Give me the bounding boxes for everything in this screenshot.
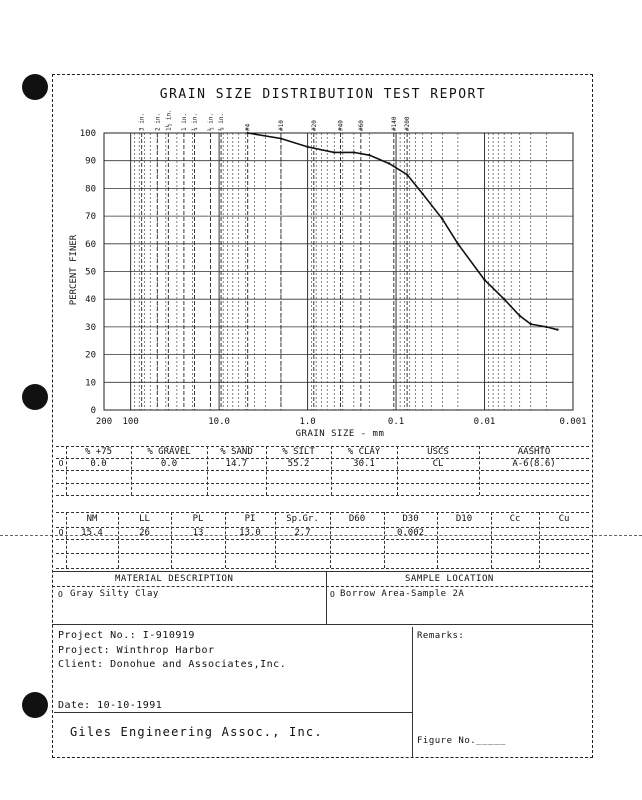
data-point	[421, 193, 423, 195]
y-tick-label: 30	[85, 322, 96, 333]
data-point	[388, 162, 390, 164]
location-marker: O	[330, 590, 336, 599]
table1-cell: 0.0	[90, 459, 107, 469]
x-tick-label: 200	[95, 417, 113, 427]
y-tick-label: 90	[85, 156, 96, 167]
x-tick-label: 0.001	[559, 417, 587, 427]
sieve-label: #200	[404, 116, 412, 131]
table1-header: % SILT	[282, 447, 315, 457]
client-name: Client: Donohue and Associates,Inc.	[58, 659, 287, 670]
table2-cell: 13	[192, 528, 204, 538]
project-name: Project: Winthrop Harbor	[58, 645, 215, 656]
x-tick-label: 0.1	[387, 417, 405, 427]
table2-cell: 13.0	[239, 528, 261, 538]
y-tick-label: 70	[85, 212, 96, 223]
sieve-label: 2 in.	[154, 112, 162, 131]
sieve-label: 1½ in.	[165, 109, 173, 131]
sieve-label: 1 in.	[180, 112, 188, 131]
location-value: Borrow Area-Sample 2A	[340, 589, 465, 599]
y-tick-label: 0	[90, 406, 96, 416]
table1-cell: 30.1	[353, 459, 375, 469]
table2-row-marker: O	[58, 528, 64, 537]
table2-header: Sp.Gr.	[286, 514, 319, 524]
material-marker: O	[58, 590, 64, 599]
table2-header: Cc	[509, 514, 521, 524]
data-point	[280, 137, 282, 139]
material-header: MATERIAL DESCRIPTION	[115, 574, 234, 584]
sieve-label: 3 in.	[138, 112, 146, 131]
table2-header: LL	[139, 514, 150, 524]
data-point	[556, 328, 558, 330]
project-number: Project No.: I-910919	[58, 630, 195, 641]
table2-cell: 15.4	[81, 528, 103, 538]
table1-header: % GRAVEL	[147, 447, 191, 457]
data-point	[247, 132, 249, 134]
data-point	[519, 315, 521, 317]
data-point	[503, 298, 505, 300]
sieve-label: #140	[390, 116, 398, 131]
company-name: Giles Engineering Assoc., Inc.	[70, 725, 323, 739]
x-axis-label: GRAIN SIZE - mm	[295, 429, 385, 439]
punch-hole-bottom	[22, 692, 48, 718]
data-point	[530, 323, 532, 325]
chart-grid	[104, 133, 573, 410]
sieve-label: #4	[244, 123, 252, 131]
data-point	[483, 279, 485, 281]
sieve-label: ⅜ in.	[218, 112, 226, 131]
y-tick-label: 100	[79, 129, 96, 139]
sieve-label: ½ in.	[207, 112, 215, 131]
y-axis-ticks	[80, 129, 96, 416]
material-value: Gray Silty Clay	[70, 589, 159, 599]
table1-header: % CLAY	[347, 447, 381, 457]
sieve-label: #40	[337, 120, 345, 131]
table1-header: USCS	[427, 447, 449, 457]
data-point	[333, 151, 335, 153]
sieve-label: #10	[277, 120, 285, 131]
table1-header: % +75	[84, 447, 113, 457]
table1-header: AASHTO	[517, 447, 551, 457]
table2-header: D10	[455, 514, 473, 524]
y-tick-label: 20	[85, 350, 96, 361]
table2-header: NM	[86, 514, 98, 524]
figure-number: Figure No._____	[417, 736, 506, 746]
data-point	[368, 154, 370, 156]
x-tick-label: 100	[122, 417, 139, 427]
y-tick-label: 40	[85, 295, 96, 306]
sieve-label: #60	[357, 120, 365, 131]
table1-cell: 0.0	[160, 459, 178, 469]
table1-row-marker: O	[58, 459, 64, 468]
table2-header: D60	[348, 514, 366, 524]
table2-cell: 2.7	[294, 528, 311, 538]
table2-header: D30	[402, 514, 419, 524]
y-tick-label: 50	[85, 267, 96, 278]
table1-cell: A-6(8.6)	[512, 459, 556, 469]
data-point	[406, 173, 408, 175]
y-tick-label: 10	[85, 378, 96, 389]
data-point	[353, 151, 355, 153]
table2-cell: 26	[139, 528, 150, 538]
sieve-label: #20	[310, 120, 318, 131]
data-point	[545, 326, 547, 328]
x-tick-label: 1.0	[299, 417, 316, 427]
table2-header: Cu	[558, 514, 570, 524]
table1-cell: 14.7	[225, 459, 248, 469]
location-header: SAMPLE LOCATION	[405, 574, 494, 584]
table1-cell: 55.2	[287, 459, 310, 469]
data-point	[306, 146, 308, 148]
table1-header: % SAND	[220, 447, 253, 457]
y-axis-label: PERCENT FINER	[69, 234, 79, 306]
x-tick-label: 10.0	[208, 417, 230, 427]
x-axis-ticks	[96, 417, 587, 427]
table2-cell: 0.002	[396, 528, 425, 538]
report-title: GRAIN SIZE DISTRIBUTION TEST REPORT	[159, 87, 487, 102]
y-tick-label: 80	[85, 184, 96, 195]
remarks-label: Remarks:	[417, 631, 465, 641]
table2-header: PI	[244, 514, 256, 524]
report-date: Date: 10-10-1991	[58, 700, 163, 711]
table1-cell: CL	[432, 459, 444, 469]
data-point	[457, 243, 459, 245]
table2-header: PL	[192, 514, 204, 524]
data-point	[441, 218, 443, 220]
y-tick-label: 60	[85, 239, 96, 250]
x-tick-label: 0.01	[473, 417, 496, 427]
sieve-label: ¾ in.	[191, 112, 199, 131]
